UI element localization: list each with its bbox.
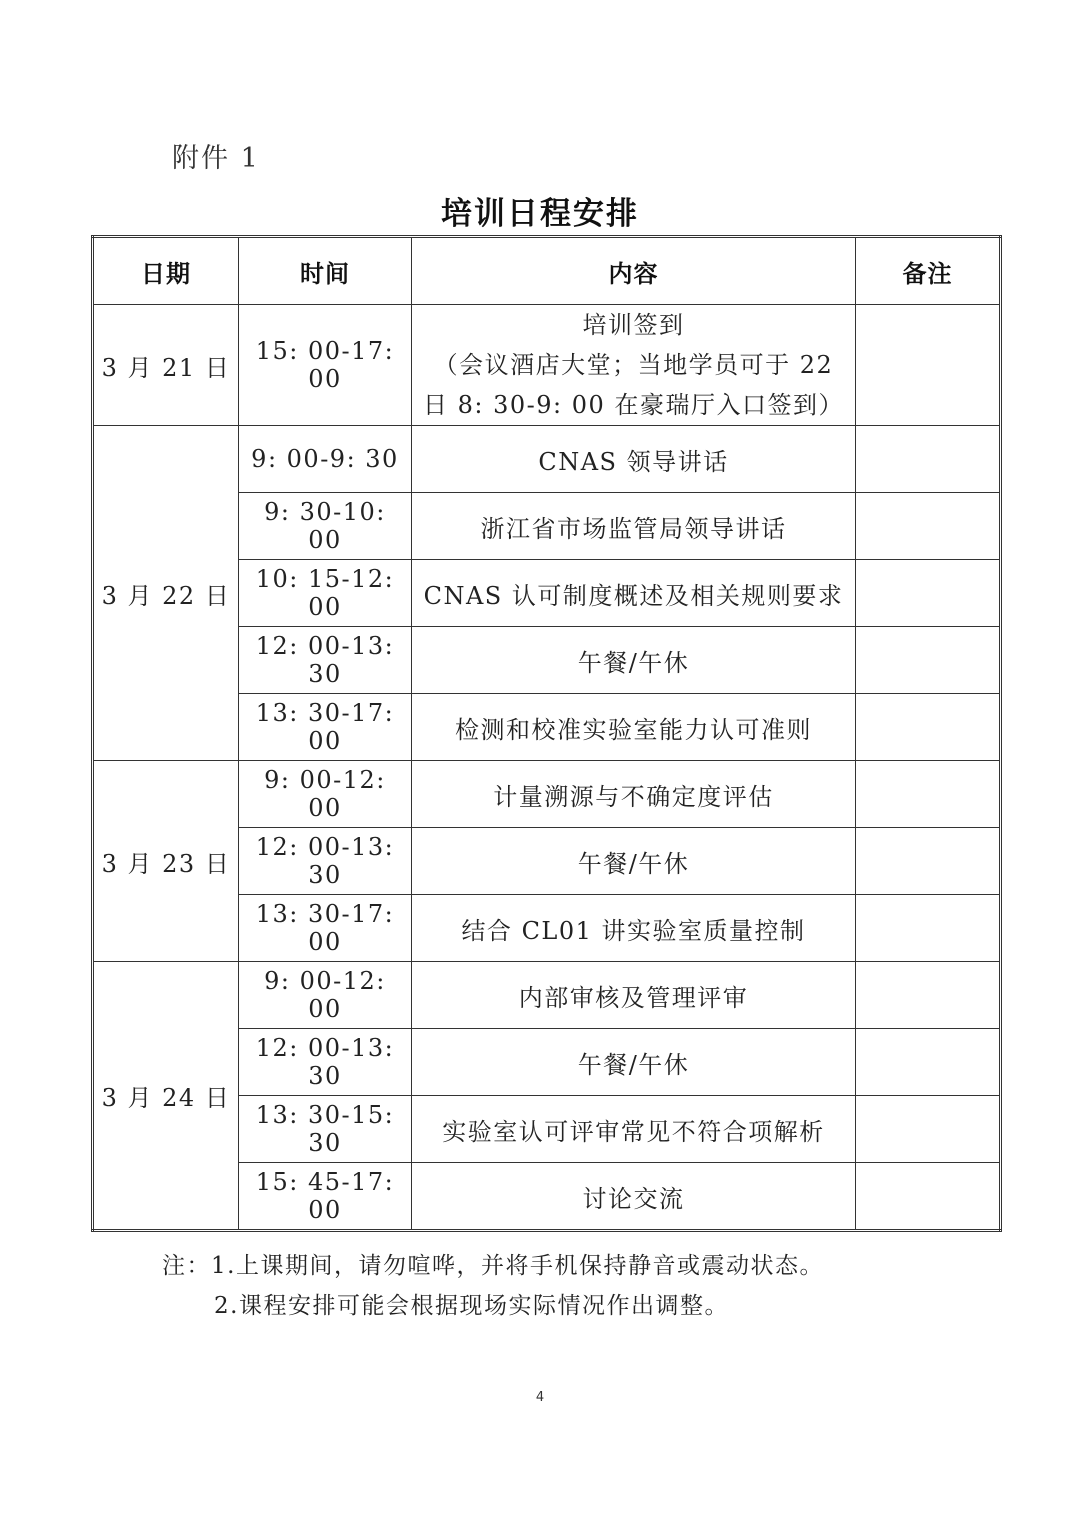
content-cell: 检测和校准实验室能力认可准则 <box>412 694 856 761</box>
time-cell: 12: 00-13: 30 <box>239 828 412 895</box>
time-cell: 10: 15-12: 00 <box>239 560 412 627</box>
remark-cell <box>856 560 1001 627</box>
notes-section <box>162 1246 824 1326</box>
content-cell <box>412 305 856 426</box>
content-cell: 浙江省市场监管局领导讲话 <box>412 493 856 560</box>
remark-cell <box>856 493 1001 560</box>
table-row <box>93 962 1001 1029</box>
date-cell: 3 月 22 日 <box>93 426 239 761</box>
content-cell: 结合 CL01 讲实验室质量控制 <box>412 895 856 962</box>
content-cell: 计量溯源与不确定度评估 <box>412 761 856 828</box>
time-cell: 9: 00-12: 00 <box>239 761 412 828</box>
date-cell: 3 月 23 日 <box>93 761 239 962</box>
header-time: 时间 <box>239 237 412 305</box>
header-date: 日期 <box>93 237 239 305</box>
schedule-table <box>91 235 1002 1232</box>
remark-cell <box>856 1029 1001 1096</box>
remark-cell <box>856 761 1001 828</box>
time-cell: 9: 30-10: 00 <box>239 493 412 560</box>
content-cell: CNAS 领导讲话 <box>412 426 856 493</box>
content-line: 日 8: 30-9: 00 在豪瑞厅入口签到） <box>423 391 844 419</box>
content-cell: 午餐/午休 <box>412 828 856 895</box>
content-cell: CNAS 认可制度概述及相关规则要求 <box>412 560 856 627</box>
time-cell: 9: 00-9: 30 <box>239 426 412 493</box>
remark-cell <box>856 305 1001 426</box>
time-cell: 13: 30-15: 30 <box>239 1096 412 1163</box>
table-row <box>93 426 1001 493</box>
table-row <box>93 305 1001 426</box>
document-title: 培训日程安排 <box>441 196 639 232</box>
remark-cell <box>856 895 1001 962</box>
page-number: 4 <box>535 1390 545 1405</box>
attachment-label: 附件 1 <box>172 143 260 174</box>
table-row <box>93 761 1001 828</box>
header-content: 内容 <box>412 237 856 305</box>
content-cell: 午餐/午休 <box>412 627 856 694</box>
content-cell: 午餐/午休 <box>412 1029 856 1096</box>
time-cell: 15: 00-17: 00 <box>239 305 412 426</box>
content-cell: 内部审核及管理评审 <box>412 962 856 1029</box>
time-cell: 15: 45-17: 00 <box>239 1163 412 1231</box>
header-remark: 备注 <box>856 237 1001 305</box>
content-line: 培训签到 <box>582 311 685 339</box>
note-2: 2.课程安排可能会根据现场实际情况作出调整。 <box>214 1293 729 1319</box>
remark-cell <box>856 828 1001 895</box>
time-cell: 13: 30-17: 00 <box>239 694 412 761</box>
table-header-row <box>93 237 1001 305</box>
content-cell: 讨论交流 <box>412 1163 856 1231</box>
time-cell: 12: 00-13: 30 <box>239 1029 412 1096</box>
remark-cell <box>856 1163 1001 1231</box>
content-line: （会议酒店大堂；当地学员可于 22 <box>433 351 834 379</box>
time-cell: 13: 30-17: 00 <box>239 895 412 962</box>
date-cell: 3 月 24 日 <box>93 962 239 1231</box>
remark-cell <box>856 962 1001 1029</box>
time-cell: 12: 00-13: 30 <box>239 627 412 694</box>
note-1: 注：1.上课期间，请勿喧哗，并将手机保持静音或震动状态。 <box>162 1253 824 1279</box>
content-cell: 实验室认可评审常见不符合项解析 <box>412 1096 856 1163</box>
remark-cell <box>856 694 1001 761</box>
time-cell: 9: 00-12: 00 <box>239 962 412 1029</box>
date-cell: 3 月 21 日 <box>93 305 239 426</box>
remark-cell <box>856 1096 1001 1163</box>
remark-cell <box>856 627 1001 694</box>
remark-cell <box>856 426 1001 493</box>
